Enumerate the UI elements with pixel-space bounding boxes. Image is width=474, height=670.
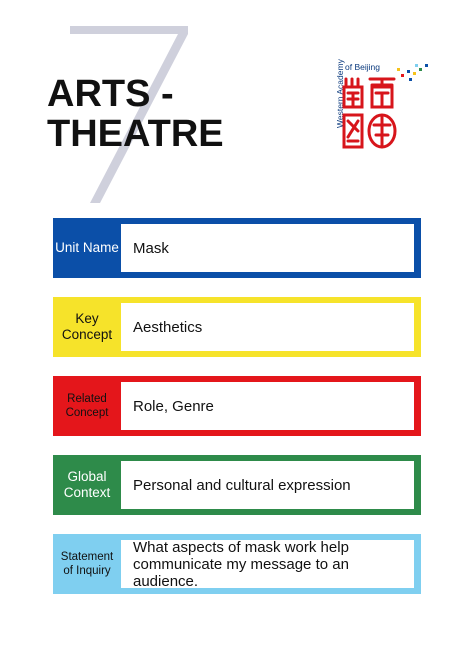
card-label: Unit Name bbox=[55, 240, 119, 255]
logo-dots-icon bbox=[395, 62, 435, 102]
card-label: Related Concept bbox=[65, 393, 109, 419]
card-value: Aesthetics bbox=[121, 303, 414, 351]
logo-text-horizontal: of Beijing bbox=[345, 62, 380, 72]
title-line-1: ARTS - bbox=[47, 73, 174, 115]
card-unit-name bbox=[53, 218, 421, 278]
card-label: Key Concept bbox=[61, 311, 113, 342]
title-line-2: THEATRE bbox=[47, 113, 224, 155]
card-global-context bbox=[53, 455, 421, 515]
card-related-concept bbox=[53, 376, 421, 436]
card-statement-of-inquiry bbox=[53, 534, 421, 594]
page-title bbox=[47, 74, 224, 154]
card-label: Statement of Inquiry bbox=[60, 551, 114, 577]
logo-seal-icon bbox=[340, 75, 400, 155]
card-value: Role, Genre bbox=[121, 382, 414, 430]
card-value: Personal and cultural expression bbox=[121, 461, 414, 509]
card-label: Global Context bbox=[63, 469, 111, 500]
card-value: What aspects of mask work help communicate my message to an audience. bbox=[121, 540, 414, 588]
logo-text-vertical: Western Academy bbox=[335, 59, 345, 128]
card-value: Mask bbox=[121, 224, 414, 272]
card-key-concept bbox=[53, 297, 421, 357]
